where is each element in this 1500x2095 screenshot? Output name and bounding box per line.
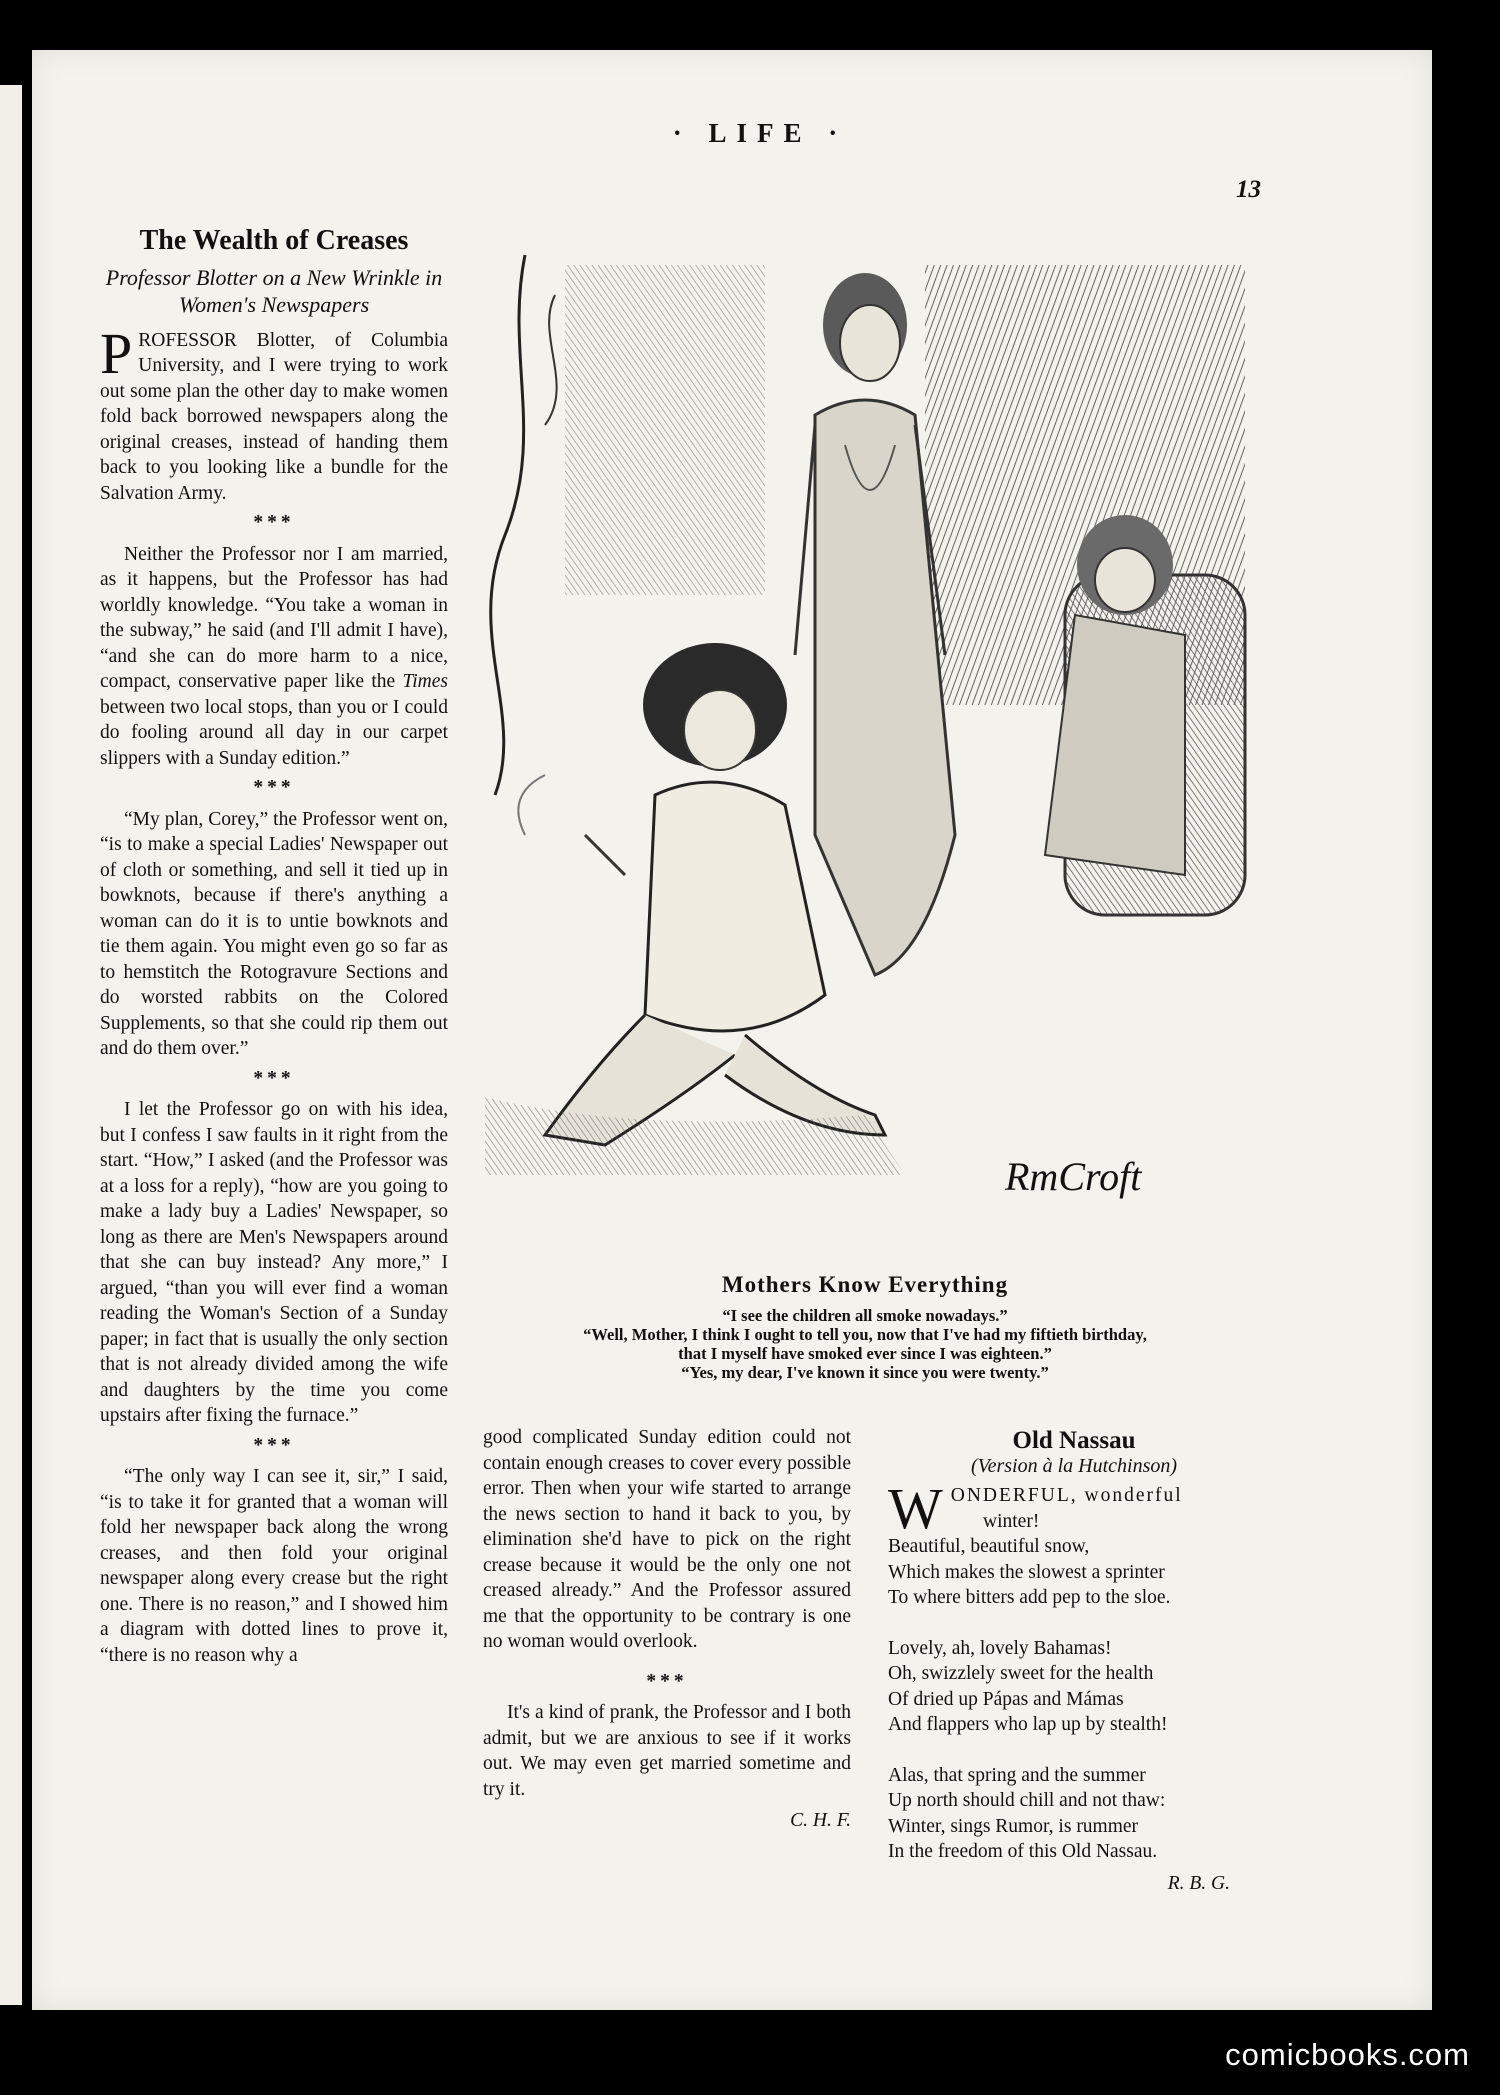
article-title: The Wealth of Creases: [139, 225, 409, 256]
article-paragraph-4: I let the Professor go on with his idea, but I confess I saw faults in it right from the start. “How,” I asked (and the Professor was at a loss for a reply), “how are you going to make a lady buy a Ladies' Newspaper, so long as there are Men's Newspapers around that she can buy instead? Any more,” I argued, “than you will ever find a woman reading the Woman's Section of a Sunday paper; in fact that is usually the only section that is not already divided among the wife and daughters by the time you come upstairs after fixing the furnace.”: [100, 1099, 448, 1426]
poem-stanza-2: Lovely, ah, lovely Bahamas! Oh, swizzlely sweet for the health Of dried up Pápas and Mámas And flappers who lap up by stealth!: [888, 1637, 1168, 1735]
section-divider: ***: [253, 1067, 295, 1089]
section-divider: ***: [253, 777, 295, 798]
article-paragraph-6: good complicated Sunday edition could not contain enough creases to cover every possible error. Then when your wife started to arrange the news section to hand it back to you, by elimination she'd have to pick on the right crease because it would be the only one not creased already.” And the Professor assured me that the opportunity to be contrary is one no woman would overlook.: [483, 1427, 851, 1652]
cartoon-caption: [470, 1272, 1260, 1382]
article-signature: C. H. F.: [790, 1810, 851, 1831]
section-divider: ***: [646, 1670, 688, 1692]
caption-line: “I see the children all smoke nowadays.”: [722, 1306, 1008, 1325]
poem-stanza-3: Alas, that spring and the summer Up north should chill and not thaw: Winter, sings Rumor, is rummer In the freedom of this Old Nassau.: [888, 1764, 1166, 1862]
caption-line: “Well, Mother, I think I ought to tell you, now that I've had my fiftieth birthday,: [583, 1325, 1147, 1344]
section-divider: ***: [253, 1434, 295, 1456]
artist-signature: RmCroft: [1005, 1154, 1142, 1199]
article-paragraph-5: “The only way I can see it, sir,” I said, “is to take it for granted that a woman will fold her newspaper back along the wrong creases, and then fold your original newspaper along every crease but the right one. There is no reason,” and I showed him a diagram with dotted lines to prove it, “there is no reason why a: [100, 1466, 448, 1666]
article-subtitle: Professor Blotter on a New Wrinkle in Women's Newspapers: [105, 264, 443, 317]
poem-subtitle: (Version à la Hutchinson): [970, 1454, 1178, 1477]
poem-drop-cap: W: [888, 1476, 945, 1541]
article-paragraph-3: “My plan, Corey,” the Professor went on, “is to make a special Ladies' Newspaper out of cloth or something, and sell it tied up in bowknots, because if there's anything a woman can do it is to untie bowknots and tie them again. You might even go so far as to hemstitch the Rotogravure Sections and do worsted rabbits on the Colored Supplements, so that she could rip them out and do them over.”: [100, 808, 448, 1059]
article-paragraph-1: PROFESSOR Blotter, of Columbia University, and I were trying to work out some plan the other day to make women fold back borrowed newspapers along the original creases, instead of handing them back to you looking like a bundle for the Salvation Army.: [100, 320, 448, 504]
section-divider: ***: [253, 512, 295, 533]
page-number: 13: [1236, 176, 1261, 203]
magazine-header: · LIFE ·: [672, 118, 848, 148]
adjacent-page-edge: [0, 85, 22, 2005]
poem-signature: R. B. G.: [1167, 1872, 1230, 1894]
article-column-1: [100, 225, 448, 1672]
article-paragraph-2: Neither the Professor nor I am married, as it happens, but the Professor has had worldly knowledge. “You take a woman in the subway,” he said (and I'll admit I have), “and she can do more harm to a nice, compact, conservative paper like the Times between two local stops, than you or I could do fooling around all day in our carpet slippers with a Sunday edition.”: [100, 543, 448, 769]
caption-line: “Yes, my dear, I've known it since you were twenty.”: [681, 1363, 1049, 1382]
poem-title: Old Nassau: [1012, 1427, 1136, 1454]
caption-line: that I myself have smoked ever since I was eighteen.”: [678, 1344, 1052, 1363]
article-paragraph-7: It's a kind of prank, the Professor and I both admit, but we are anxious to see if it works out. We may even get married sometime and try it.: [483, 1702, 851, 1800]
site-watermark: comicbooks.com: [1225, 2037, 1470, 2072]
illustration-three-women: [485, 235, 1265, 1245]
poem-stanza-1: WONDERFUL, wonderful winter! Beautiful, beautiful snow, Which makes the slowest a sprinter To where bitters add pep to the sloe.: [888, 1476, 1183, 1608]
drop-cap: P: [100, 320, 133, 386]
cartoon-title: Mothers Know Everything: [721, 1272, 1009, 1297]
poem-column: [888, 1428, 1260, 1896]
article-column-2: [483, 1425, 851, 1834]
